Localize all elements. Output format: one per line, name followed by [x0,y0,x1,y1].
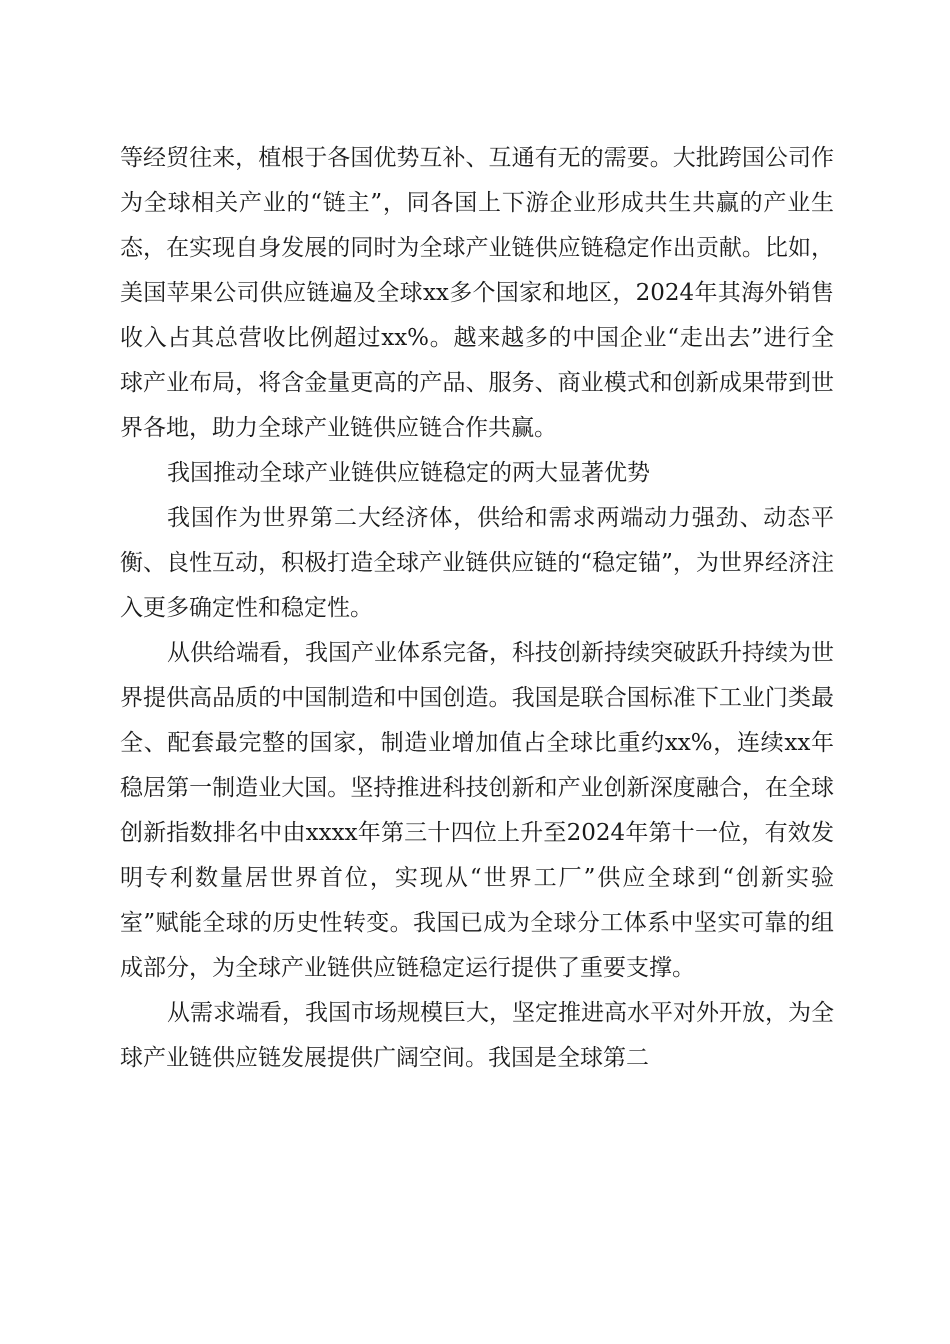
document-body [120,136,834,1081]
paragraph-demand-side: 从需求端看，我国市场规模巨大，坚定推进高水平对外开放，为全球产业链供应链发展提供广阔空间。我国是全球第二 [120,1000,834,1071]
section-heading-two-advantages: 我国推动全球产业链供应链稳定的两大显著优势 [167,460,650,486]
paragraph-trade-continuation: 等经贸往来，植根于各国优势互补、互通有无的需要。大批跨国公司作为全球相关产业的“链主”，同各国上下游企业形成共生共赢的产业生态，在实现自身发展的同时为全球产业链供应链稳定作出贡献。比如，美国苹果公司供应链遍及全球xx多个国家和地区，2024年其海外销售收入占其总营收比例超过xx%。越来越多的中国企业“走出去”进行全球产业布局，将含金量更高的产品、服务、商业模式和创新成果带到世界各地，助力全球产业链供应链合作共赢。 [120,145,834,441]
paragraph-supply-side: 从供给端看，我国产业体系完备，科技创新持续突破跃升持续为世界提供高品质的中国制造和中国创造。我国是联合国标准下工业门类最全、配套最完整的国家，制造业增加值占全球比重约xx%，连续xx年稳居第一制造业大国。坚持推进科技创新和产业创新深度融合，在全球创新指数排名中由xxxx年第三十四位上升至2024年第十一位，有效发明专利数量居世界首位，实现从“世界工厂”供应全球到“创新实验室”赋能全球的历史性转变。我国已成为全球分工体系中坚实可靠的组成部分，为全球产业链供应链稳定运行提供了重要支撑。 [120,640,834,981]
paragraph-second-largest-economy: 我国作为世界第二大经济体，供给和需求两端动力强劲、动态平衡、良性互动，积极打造全球产业链供应链的“稳定锚”，为世界经济注入更多确定性和稳定性。 [120,505,834,621]
